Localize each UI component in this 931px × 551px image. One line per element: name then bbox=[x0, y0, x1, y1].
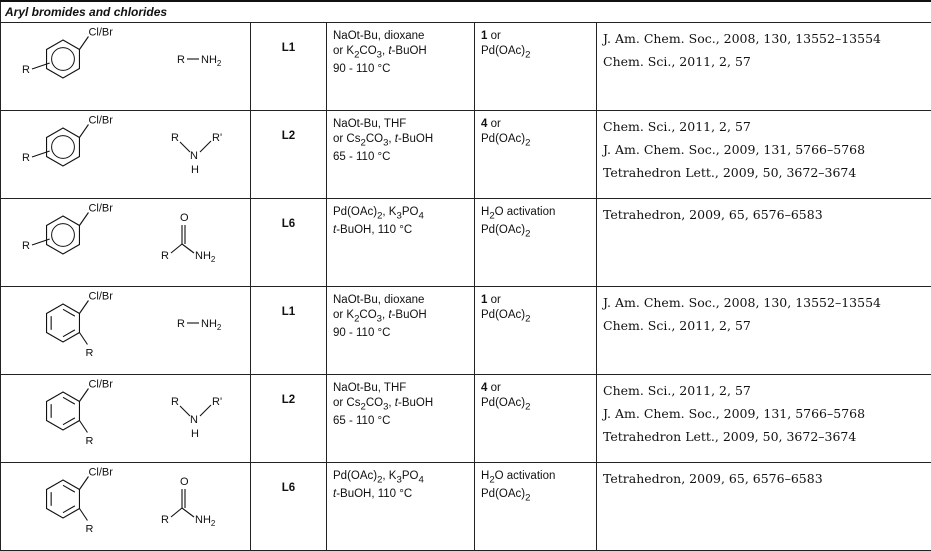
amine-r-label: R bbox=[177, 54, 185, 66]
amide-nh2-label: $NH_2$ bbox=[195, 250, 216, 264]
aromatic-circle bbox=[52, 224, 75, 247]
aryl-halide-structure bbox=[22, 115, 113, 167]
structure-cell bbox=[1, 375, 251, 463]
r-group-bond bbox=[79, 421, 87, 433]
r-group-bond bbox=[79, 509, 87, 521]
amine-bond-left bbox=[180, 142, 190, 152]
condition-line: or $K_2CO_3$, t-BuOH bbox=[333, 308, 474, 326]
halide-bond bbox=[79, 477, 88, 490]
amine-structure bbox=[177, 54, 222, 68]
amine-r-label: R bbox=[171, 132, 179, 144]
structure-drawing bbox=[1, 463, 251, 532]
reference: Tetrahedron Lett., 2009, 50, 3672–3674 bbox=[603, 425, 931, 448]
condition-line: $Pd(OAc)_2$, $K_3PO_4$ bbox=[333, 205, 474, 223]
amine-r2-label: R' bbox=[212, 396, 222, 408]
catalyst-line: 1 or bbox=[481, 293, 596, 308]
catalyst-cell bbox=[475, 23, 597, 111]
condition-line: 65 - 110 °C bbox=[333, 414, 474, 429]
structure-cell bbox=[1, 23, 251, 111]
aryl-halide-structure bbox=[47, 291, 114, 357]
references-cell bbox=[597, 23, 931, 111]
amine-structure bbox=[177, 318, 222, 332]
aromatic-circle bbox=[52, 48, 75, 71]
r-group-label: R bbox=[85, 524, 93, 533]
catalyst-cell bbox=[475, 375, 597, 463]
condition-line: $Pd(OAc)_2$, $K_3PO_4$ bbox=[333, 469, 474, 487]
ligand-cell: L1 bbox=[251, 23, 327, 111]
catalyst-line: $Pd(OAc)_2$ bbox=[481, 132, 596, 150]
catalyst-line: 4 or bbox=[481, 381, 596, 396]
structure-drawing bbox=[1, 111, 251, 180]
condition-line: 65 - 110 °C bbox=[333, 150, 474, 165]
structure-cell bbox=[1, 199, 251, 287]
ligand-cell: L6 bbox=[251, 463, 327, 551]
halide-bond bbox=[79, 125, 88, 138]
catalyst-line: 1 or bbox=[481, 29, 596, 44]
table-row bbox=[1, 111, 931, 199]
ligand-cell: L1 bbox=[251, 287, 327, 375]
conditions-cell bbox=[327, 23, 475, 111]
halide-bond bbox=[79, 37, 88, 50]
condition-line: NaOt-Bu, THF bbox=[333, 381, 474, 396]
amide-nh2-label: $NH_2$ bbox=[195, 514, 216, 528]
aromatic-circle bbox=[52, 136, 75, 159]
r-group-bond bbox=[79, 333, 87, 345]
amide-r-label: R bbox=[161, 250, 169, 262]
table-row bbox=[1, 287, 931, 375]
ligand-cell: L6 bbox=[251, 199, 327, 287]
amide-bond-r bbox=[171, 244, 182, 253]
table-title: Aryl bromides and chlorides bbox=[1, 1, 931, 23]
reference: J. Am. Chem. Soc., 2008, 130, 13552–13554 bbox=[603, 27, 931, 50]
amine-r-label: R bbox=[171, 396, 179, 408]
structure-drawing bbox=[1, 199, 251, 268]
condition-line: 90 - 110 °C bbox=[333, 326, 474, 341]
conditions-cell bbox=[327, 375, 475, 463]
amine-nh2-label: $NH_2$ bbox=[201, 318, 222, 332]
references-cell bbox=[597, 287, 931, 375]
catalyst-line: $Pd(OAc)_2$ bbox=[481, 487, 596, 505]
condition-line: NaOt-Bu, dioxane bbox=[333, 29, 474, 44]
amide-r-label: R bbox=[161, 514, 169, 526]
aryl-halide-structure bbox=[22, 203, 113, 255]
amine-r2-label: R' bbox=[212, 132, 222, 144]
references-cell bbox=[597, 463, 931, 551]
r-group-label: R bbox=[22, 152, 30, 164]
ligand-cell: L2 bbox=[251, 111, 327, 199]
reference: Chem. Sci., 2011, 2, 57 bbox=[603, 379, 931, 402]
amine-nh2-label: $NH_2$ bbox=[201, 54, 222, 68]
table-row bbox=[1, 199, 931, 287]
halide-label: Cl/Br bbox=[88, 27, 113, 39]
halide-label: Cl/Br bbox=[88, 203, 113, 215]
catalyst-cell bbox=[475, 199, 597, 287]
reference: Tetrahedron, 2009, 65, 6576–6583 bbox=[603, 203, 931, 226]
references-cell bbox=[597, 111, 931, 199]
condition-line: NaOt-Bu, THF bbox=[333, 117, 474, 132]
r-group-label: R bbox=[22, 240, 30, 252]
condition-line: t-BuOH, 110 °C bbox=[333, 223, 474, 238]
aryl-halide-structure bbox=[47, 379, 114, 445]
reference: Chem. Sci., 2011, 2, 57 bbox=[603, 50, 931, 73]
amine-structure bbox=[171, 132, 222, 176]
catalyst-line: $Pd(OAc)_2$ bbox=[481, 44, 596, 62]
halide-bond bbox=[79, 301, 88, 314]
catalyst-line: $H_2O$ activation bbox=[481, 469, 596, 487]
amine-bond-right bbox=[200, 405, 211, 416]
references-cell bbox=[597, 199, 931, 287]
amide-bond-n bbox=[182, 244, 194, 253]
r-group-label: R bbox=[22, 64, 30, 76]
conditions-cell bbox=[327, 199, 475, 287]
structure-drawing bbox=[1, 287, 251, 356]
references-cell bbox=[597, 375, 931, 463]
condition-line: or $Cs_2CO_3$, t-BuOH bbox=[333, 132, 474, 150]
amine-structure bbox=[161, 212, 216, 264]
table-row bbox=[1, 23, 931, 111]
condition-line: NaOt-Bu, dioxane bbox=[333, 293, 474, 308]
ligand-cell: L2 bbox=[251, 375, 327, 463]
catalyst-cell bbox=[475, 287, 597, 375]
halide-label: Cl/Br bbox=[88, 291, 113, 303]
catalyst-line: $H_2O$ activation bbox=[481, 205, 596, 223]
structure-cell bbox=[1, 111, 251, 199]
amide-bond-r bbox=[171, 508, 182, 517]
amide-o-label: O bbox=[180, 476, 189, 488]
amine-bond-left bbox=[180, 406, 190, 416]
conditions-cell bbox=[327, 287, 475, 375]
structure-drawing bbox=[1, 23, 251, 92]
r-group-label: R bbox=[85, 348, 93, 357]
amine-h-label: H bbox=[191, 164, 199, 176]
aryl-halide-structure bbox=[47, 467, 114, 533]
r-group-label: R bbox=[85, 436, 93, 445]
structure-cell bbox=[1, 463, 251, 551]
catalyst-cell bbox=[475, 111, 597, 199]
amine-structure bbox=[171, 396, 222, 440]
amine-h-label: H bbox=[191, 428, 199, 440]
table-header-row bbox=[1, 1, 931, 23]
condition-line: or $Cs_2CO_3$, t-BuOH bbox=[333, 396, 474, 414]
amine-r-label: R bbox=[177, 318, 185, 330]
reference: Tetrahedron Lett., 2009, 50, 3672–3674 bbox=[603, 161, 931, 184]
condition-line: 90 - 110 °C bbox=[333, 62, 474, 77]
amide-bond-n bbox=[182, 508, 194, 517]
aryl-halide-structure bbox=[22, 27, 113, 79]
reference: J. Am. Chem. Soc., 2008, 130, 13552–13554 bbox=[603, 291, 931, 314]
reference: Chem. Sci., 2011, 2, 57 bbox=[603, 314, 931, 337]
reference: J. Am. Chem. Soc., 2009, 131, 5766–5768 bbox=[603, 138, 931, 161]
condition-line: or $K_2CO_3$, t-BuOH bbox=[333, 44, 474, 62]
amide-o-label: O bbox=[180, 212, 189, 224]
amine-n-label: N bbox=[190, 150, 198, 162]
condition-line: t-BuOH, 110 °C bbox=[333, 487, 474, 502]
table-row bbox=[1, 463, 931, 551]
reference: J. Am. Chem. Soc., 2009, 131, 5766–5768 bbox=[603, 402, 931, 425]
catalyst-line: $Pd(OAc)_2$ bbox=[481, 308, 596, 326]
halide-label: Cl/Br bbox=[88, 115, 113, 127]
conditions-cell bbox=[327, 463, 475, 551]
structure-cell bbox=[1, 287, 251, 375]
table-row bbox=[1, 375, 931, 463]
amine-bond-right bbox=[200, 141, 211, 152]
catalyst-line: 4 or bbox=[481, 117, 596, 132]
catalyst-cell bbox=[475, 463, 597, 551]
halide-label: Cl/Br bbox=[88, 467, 113, 479]
structure-drawing bbox=[1, 375, 251, 444]
halide-bond bbox=[79, 389, 88, 402]
catalyst-line: $Pd(OAc)_2$ bbox=[481, 223, 596, 241]
catalyst-line: $Pd(OAc)_2$ bbox=[481, 396, 596, 414]
halide-label: Cl/Br bbox=[88, 379, 113, 391]
conditions-cell bbox=[327, 111, 475, 199]
reference: Tetrahedron, 2009, 65, 6576–6583 bbox=[603, 467, 931, 490]
halide-bond bbox=[79, 213, 88, 226]
reference: Chem. Sci., 2011, 2, 57 bbox=[603, 115, 931, 138]
amine-structure bbox=[161, 476, 216, 528]
amine-n-label: N bbox=[190, 414, 198, 426]
